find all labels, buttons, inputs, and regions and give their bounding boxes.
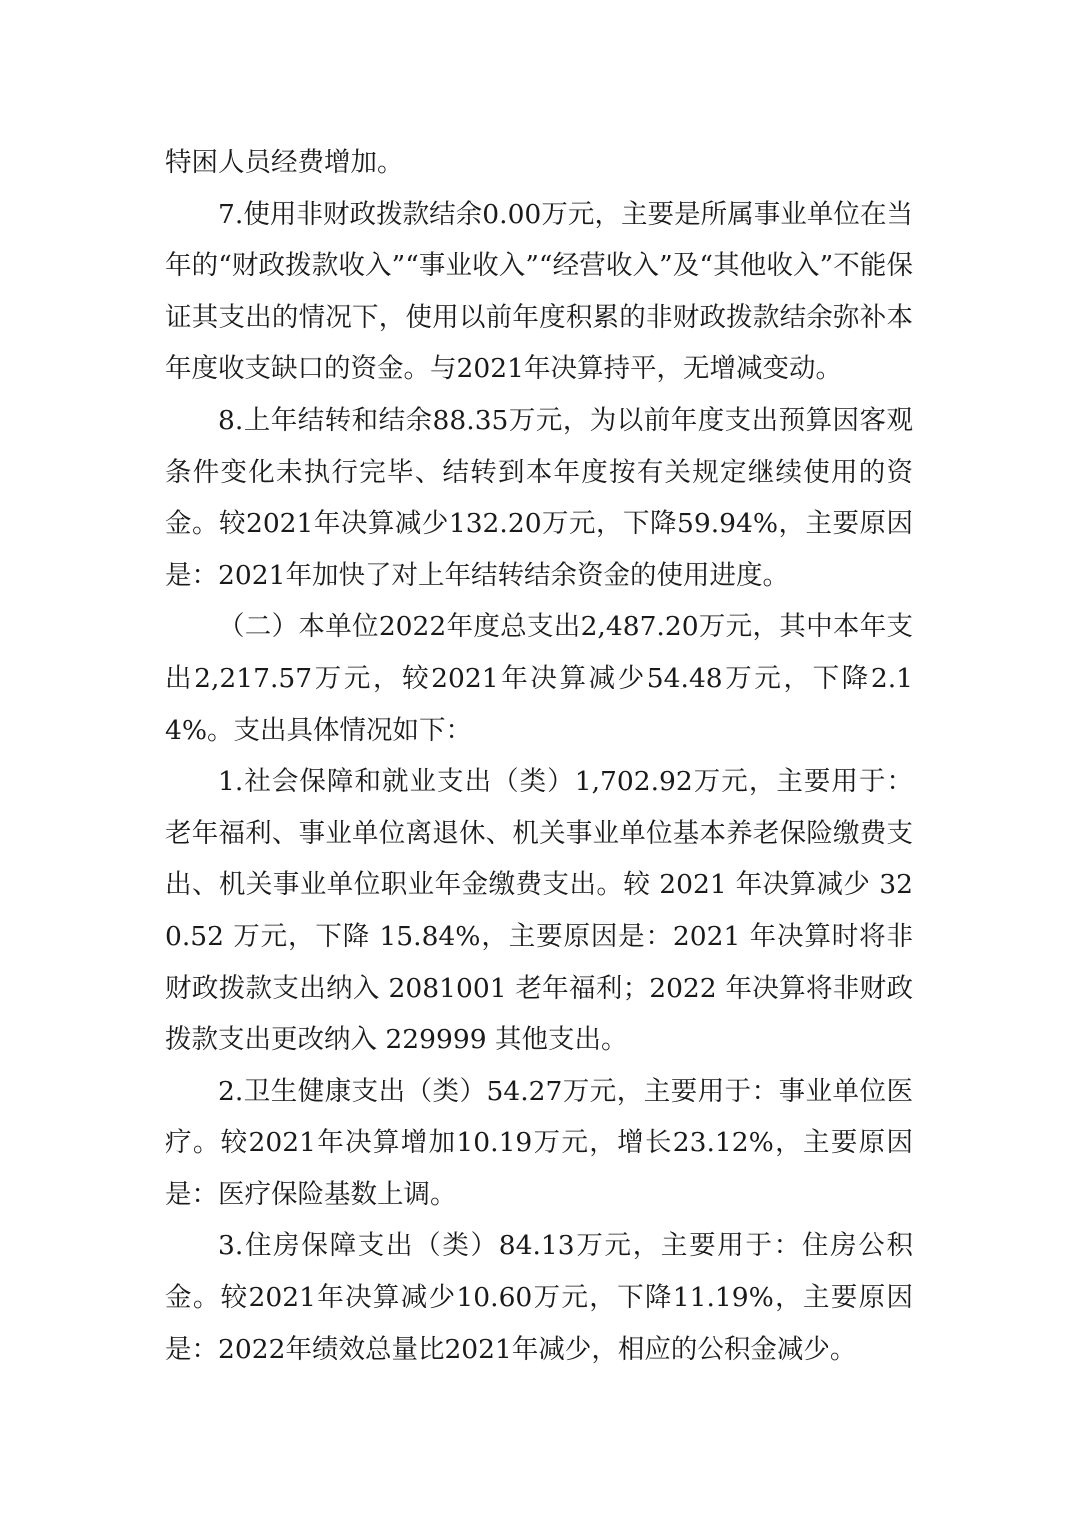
- paragraph-item-8: 8.上年结转和结余88.35万元，为以前年度支出预算因客观条件变化未执行完毕、结转到本年度按有关规定继续使用的资金。较2021年决算减少132.20万元，下降59.94%，主要原因是：2021年加快了对上年结转结余资金的使用进度。: [165, 404, 913, 591]
- paragraph-expense-2: 2.卫生健康支出（类）54.27万元，主要用于：事业单位医疗。较2021年决算增加10.19万元，增长23.12%，主要原因是：医疗保险基数上调。: [165, 1075, 913, 1210]
- paragraph-expense-1: 1.社会保障和就业支出（类）1,702.92万元，主要用于：老年福利、事业单位离退休、机关事业单位基本养老保险缴费支出、机关事业单位职业年金缴费支出。较 2021 年决算减少 320.52 万元，下降 15.84%，主要原因是：2021 年决算时将非财政拨款支出纳入 2081001 老年福利；2022 年决算将非财政拨款支出更改纳入 229999 其他支出。: [165, 766, 913, 1056]
- paragraph-continuation: 特困人员经费增加。: [165, 147, 404, 178]
- document-body: [165, 137, 913, 1375]
- paragraph-item-7: 7.使用非财政拨款结余0.00万元，主要是所属事业单位在当年的“财政拨款收入”“事业收入”“经营收入”及“其他收入”不能保证其支出的情况下，使用以前年度积累的非财政拨款结余弥补本年度收支缺口的资金。与2021年决算持平，无增减变动。: [165, 198, 913, 385]
- paragraph-expense-3: 3.住房保障支出（类）84.13万元，主要用于：住房公积金。较2021年决算减少10.60万元，下降11.19%，主要原因是：2022年绩效总量比2021年减少，相应的公积金减少。: [165, 1230, 913, 1365]
- paragraph-section-2: （二）本单位2022年度总支出2,487.20万元，其中本年支出2,217.57万元，较2021年决算减少54.48万元，下降2.14%。支出具体情况如下：: [165, 611, 913, 746]
